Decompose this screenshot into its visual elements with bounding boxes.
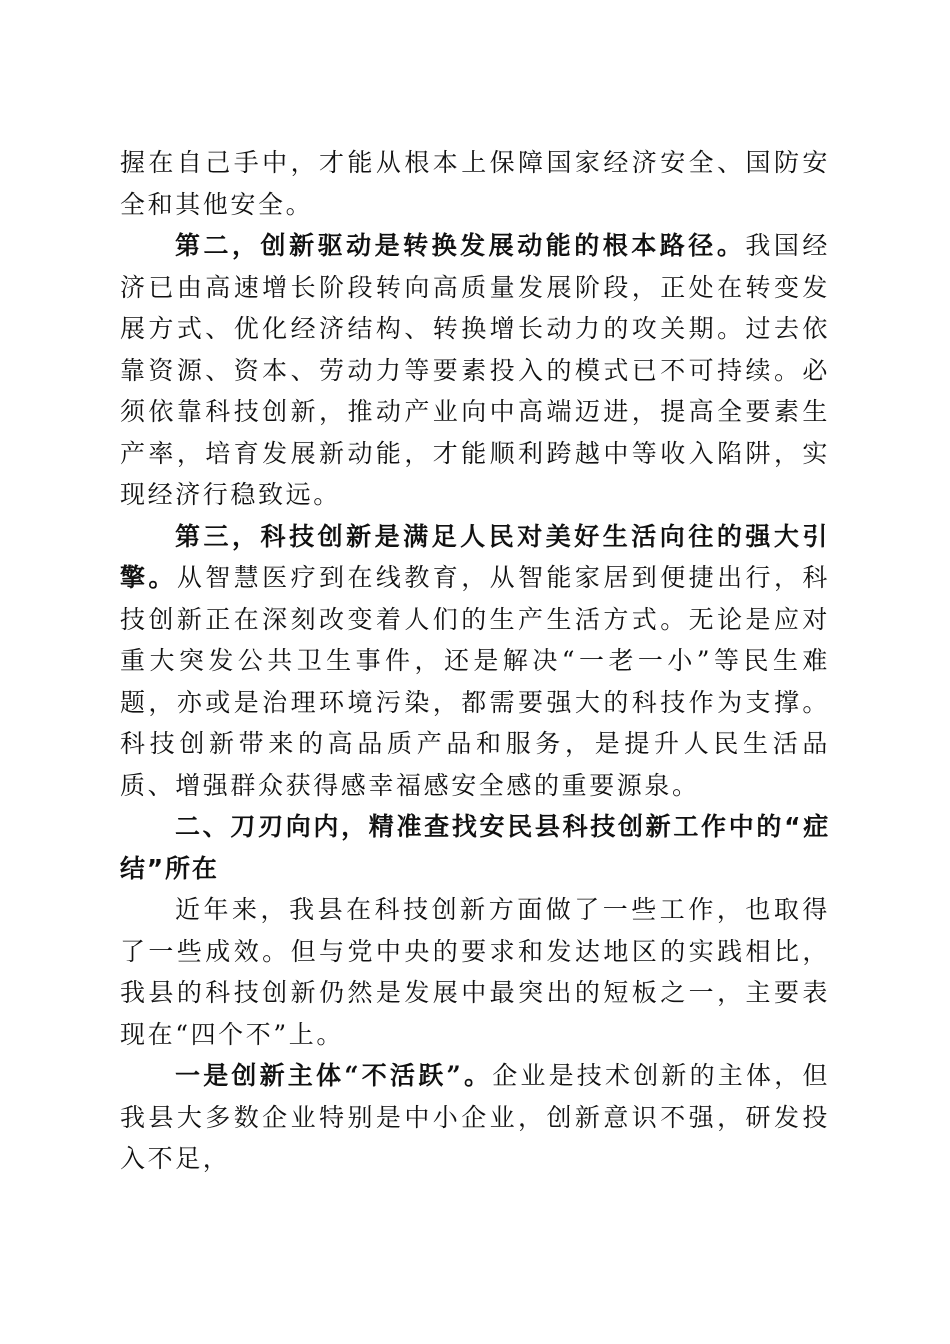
paragraph-text: 握在自己手中，才能从根本上保障国家经济安全、国防安全和其他安全。 bbox=[120, 148, 830, 219]
paragraph-lead-sentence: 第二，创新驱动是转换发展动能的根本路径。 bbox=[175, 231, 746, 260]
paragraph-second-point bbox=[120, 225, 830, 516]
paragraph-continuation bbox=[120, 142, 830, 225]
paragraph-lead-sentence: 第三，科技创新是满足人民对美好生活向往的强大引擎。 bbox=[120, 521, 830, 592]
paragraph-text: 从智慧医疗到在线教育，从智能家居到便捷出行，科技创新正在深刻改变着人们的生产生活方式。无论是应对重大突发公共卫生事件，还是解决“一老一小”等民生难题，亦或是治理环境污染，都需要强大的科技作为支撑。科技创新带来的高品质产品和服务，是提升人民生活品质、增强群众获得感幸福感安全感的重要源泉。 bbox=[120, 563, 830, 800]
document-page bbox=[120, 142, 830, 1180]
paragraph-text: 近年来，我县在科技创新方面做了一些工作，也取得了一些成效。但与党中央的要求和发达地区的实践相比，我县的科技创新仍然是发展中最突出的短板之一，主要表现在“四个不”上。 bbox=[120, 895, 830, 1049]
paragraph-first-issue bbox=[120, 1055, 830, 1180]
paragraph-lead-sentence: 一是创新主体“不活跃”。 bbox=[175, 1061, 493, 1090]
paragraph-intro bbox=[120, 889, 830, 1055]
section-heading: 二、刀刃向内，精准查找安民县科技创新工作中的“症结”所在 bbox=[120, 812, 830, 883]
paragraph-third-point bbox=[120, 516, 830, 807]
paragraph-text: 企业是技术创新的主体，但我县大多数企业特别是中小企业，创新意识不强，研发投入不足， bbox=[120, 1061, 831, 1173]
paragraph-text: 我国经济已由高速增长阶段转向高质量发展阶段，正处在转变发展方式、优化经济结构、转换增长动力的攻关期。过去依靠资源、资本、劳动力等要素投入的模式已不可持续。必须依靠科技创新，推动产业向中高端迈进，提高全要素生产率，培育发展新动能，才能顺利跨越中等收入陷阱，实现经济行稳致远。 bbox=[120, 231, 830, 509]
